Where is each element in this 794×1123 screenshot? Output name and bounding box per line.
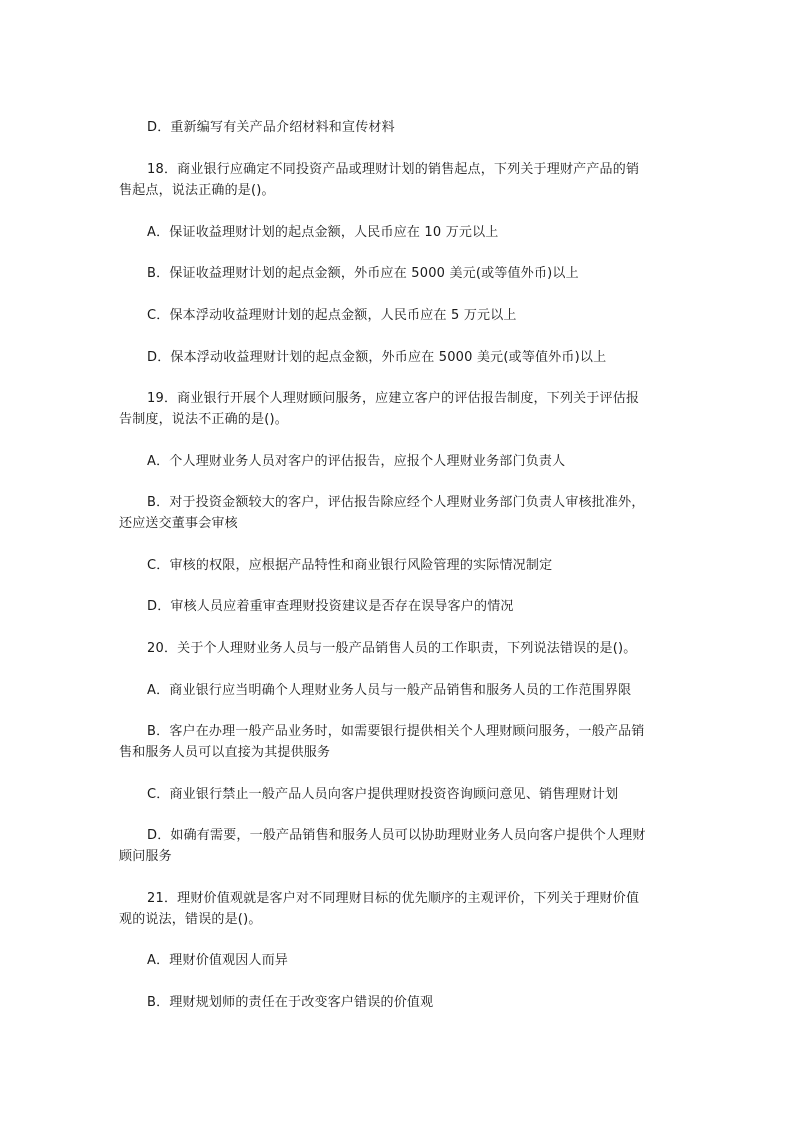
option-18-a: A．保证收益理财计划的起点金额，人民币应在 10 万元以上 xyxy=(147,225,499,240)
option-19-b-line-1: B．对于投资金额较大的客户，评估报告除应经个人理财业务部门负责人审核批准外， xyxy=(147,495,645,510)
option-17-d: D．重新编写有关产品介绍材料和宣传材料 xyxy=(147,120,395,135)
question-18-line-2: 售起点，说法正确的是()。 xyxy=(119,183,275,198)
option-20-d-line-1: D．如确有需要，一般产品销售和服务人员可以协助理财业务人员向客户提供个人理财 xyxy=(147,828,646,843)
option-18-c: C．保本浮动收益理财计划的起点金额，人民币应在 5 万元以上 xyxy=(147,308,517,323)
option-20-a: A．商业银行应当明确个人理财业务人员与一般产品销售和服务人员的工作范围界限 xyxy=(147,683,632,698)
option-20-b-line-1: B．客户在办理一般产品业务时，如需要银行提供相关个人理财顾问服务，一般产品销 xyxy=(147,724,645,739)
option-20-b-line-2: 售和服务人员可以直接为其提供服务 xyxy=(119,745,331,760)
option-21-b: B．理财规划师的责任在于改变客户错误的价值观 xyxy=(147,995,434,1010)
option-19-d: D．审核人员应着重审查理财投资建议是否存在误导客户的情况 xyxy=(147,599,514,614)
option-18-b: B．保证收益理财计划的起点金额，外币应在 5000 美元(或等值外币)以上 xyxy=(147,266,579,281)
question-18-line-1: 18．商业银行应确定不同投资产品或理财计划的销售起点，下列关于理财产产品的销 xyxy=(147,162,640,177)
question-19-line-2: 告制度，说法不正确的是()。 xyxy=(119,412,288,427)
option-21-a: A．理财价值观因人而异 xyxy=(147,953,289,968)
question-20: 20．关于个人理财业务人员与一般产品销售人员的工作职责，下列说法错误的是()。 xyxy=(147,641,637,656)
option-19-b-line-2: 还应送交董事会审核 xyxy=(119,516,238,531)
question-19-line-1: 19．商业银行开展个人理财顾问服务，应建立客户的评估报告制度，下列关于评估报 xyxy=(147,391,640,406)
question-21-line-1: 21．理财价值观就是客户对不同理财目标的优先顺序的主观评价，下列关于理财价值 xyxy=(147,891,640,906)
option-19-a: A．个人理财业务人员对客户的评估报告，应报个人理财业务部门负责人 xyxy=(147,454,566,469)
option-19-c: C．审核的权限，应根据产品特性和商业银行风险管理的实际情况制定 xyxy=(147,558,553,573)
option-18-d: D．保本浮动收益理财计划的起点金额，外币应在 5000 美元(或等值外币)以上 xyxy=(147,350,607,365)
question-21-line-2: 观的说法，错误的是()。 xyxy=(119,912,262,927)
option-20-c: C．商业银行禁止一般产品人员向客户提供理财投资咨询顾问意见、销售理财计划 xyxy=(147,787,619,802)
option-20-d-line-2: 顾问服务 xyxy=(119,849,172,864)
